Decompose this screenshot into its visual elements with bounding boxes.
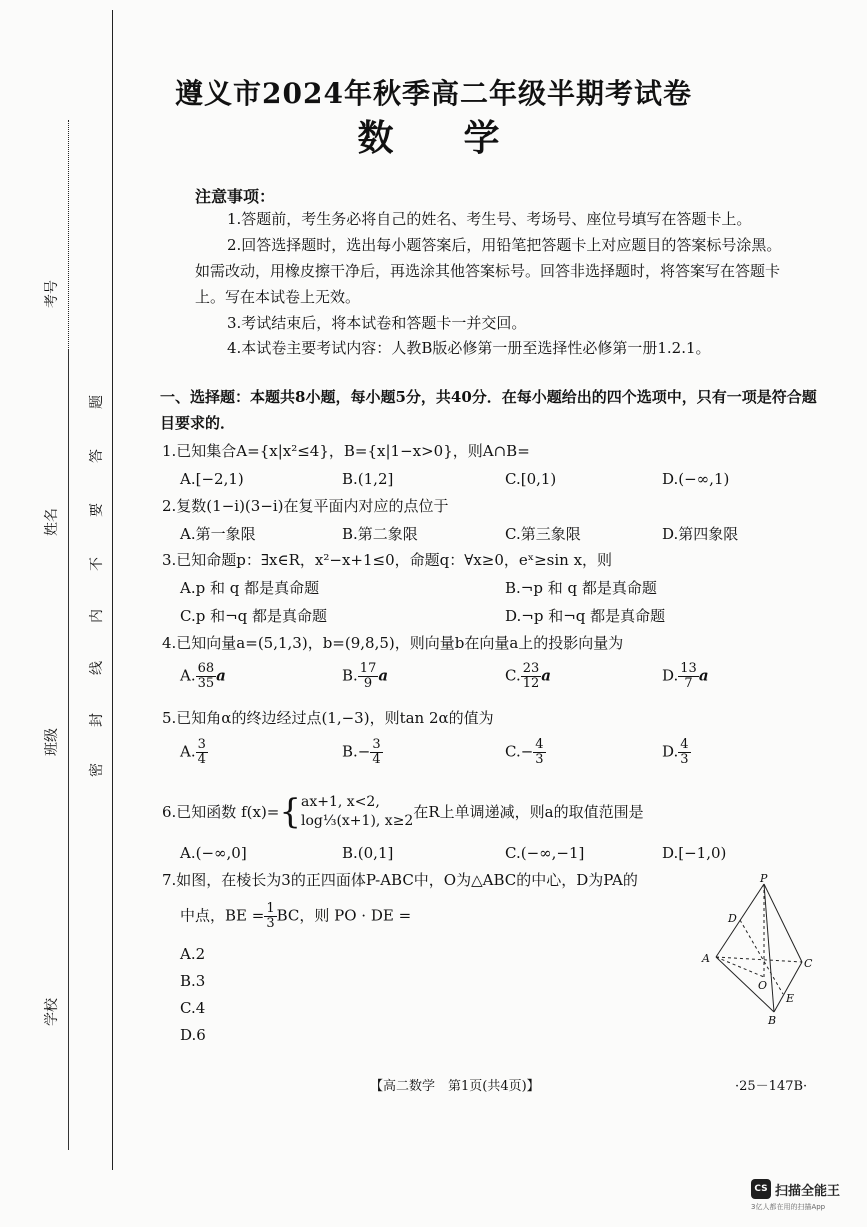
question-2: 2.复数(1−i)(3−i)在复平面内对应的点位于 <box>162 497 449 515</box>
q6-stem-pre: 6.已知函数 f(x)= <box>162 803 280 821</box>
q7-option-d: D.6 <box>180 1026 206 1044</box>
fraction <box>370 738 382 767</box>
seal-char: 答 <box>89 449 105 463</box>
q1-option-b: B.(1,2] <box>342 470 394 488</box>
q7-option-c: C.4 <box>180 999 206 1017</box>
numerator: 3 <box>197 737 206 752</box>
question-7-line2 <box>180 902 411 931</box>
denominator: 3 <box>535 752 544 767</box>
option-letter: A. <box>180 666 196 685</box>
vector-symbol: a <box>378 666 389 685</box>
notice-item: 4.本试卷主要考试内容：人教B版必修第一册至选择性必修第一册1.2.1。 <box>227 339 711 357</box>
vector-symbol: a <box>216 666 226 685</box>
numerator: 23 <box>522 661 540 676</box>
seal-char: 封 <box>89 713 105 727</box>
notice-heading: 注意事项： <box>195 187 276 206</box>
numerator: 68 <box>197 661 215 676</box>
denominator: 7 <box>684 676 693 691</box>
seal-char: 不 <box>89 557 105 571</box>
segment-AO <box>716 957 764 977</box>
q5-option-b <box>342 738 383 767</box>
school-label: 学校 <box>44 998 60 1026</box>
exam-title: 遵义市2024年秋季高二年级半期考试卷 <box>175 77 692 110</box>
notice-item: 1.答题前，考生务必将自己的姓名、考生号、考场号、座位号填写在答题卡上。 <box>227 210 752 228</box>
seal-char: 题 <box>89 395 105 409</box>
fraction <box>264 902 276 931</box>
numerator: 4 <box>680 737 689 752</box>
fraction <box>521 662 542 691</box>
notice-item: 3.考试结束后，将本试卷和答题卡一并交回。 <box>227 314 527 332</box>
seal-char: 密 <box>89 763 105 777</box>
fraction <box>196 662 217 691</box>
fraction <box>678 738 690 767</box>
label-C: C <box>804 957 813 970</box>
q6-option-a: A.(−∞,0] <box>180 844 247 862</box>
question-6 <box>162 793 644 833</box>
section-title: 一、选择题：本题共8小题，每小题5分，共40分．在每小题给出的四个选项中，只有一项是符合题目要求的． <box>160 388 817 432</box>
vector-symbol: a <box>698 666 709 685</box>
scanner-name: 扫描全能王 <box>775 1184 841 1199</box>
numerator: 1 <box>266 901 275 916</box>
binding-line-mid <box>68 350 69 1150</box>
numerator: 4 <box>535 737 544 752</box>
q6-option-d: D.[−1,0) <box>662 844 727 862</box>
numerator: 13 <box>680 661 697 676</box>
label-P: P <box>760 872 768 885</box>
fraction <box>196 738 208 767</box>
seal-char: 线 <box>89 661 105 675</box>
q4-option-b <box>342 662 388 691</box>
q7-option-a: A.2 <box>180 945 206 963</box>
question-3: 3.已知命题p：∃x∈R，x²−x+1≤0，命题q：∀x≥0，eˣ≥sin x，则 <box>162 551 613 569</box>
piecewise-brace: { <box>279 792 302 832</box>
q3-option-d: D.¬p 和¬q 都是真命题 <box>505 607 666 625</box>
scanner-watermark <box>751 1179 847 1211</box>
fraction <box>678 662 699 691</box>
option-letter: C.− <box>505 742 534 761</box>
option-letter: A. <box>180 742 196 761</box>
option-letter: D. <box>662 742 679 761</box>
label-O: O <box>758 979 768 992</box>
seal-char: 要 <box>89 503 105 517</box>
vector-symbol: a <box>541 666 551 685</box>
exam-number-label: 考号 <box>44 280 60 308</box>
q4-option-c <box>505 662 551 691</box>
q2-option-d: D.第四象限 <box>662 525 739 543</box>
question-1: 1.已知集合A={x|x²≤4}，B={x|1−x>0}，则A∩B= <box>162 442 530 460</box>
name-label: 姓名 <box>44 508 60 536</box>
q2-option-c: C.第三象限 <box>505 525 581 543</box>
option-letter: B.− <box>342 742 371 761</box>
binding-line-outer <box>112 10 113 1170</box>
option-letter: C. <box>505 666 521 685</box>
numerator: 3 <box>372 737 381 752</box>
q2-option-b: B.第二象限 <box>342 525 418 543</box>
label-E: E <box>786 992 795 1005</box>
label-A: A <box>702 952 710 965</box>
denominator: 4 <box>372 752 381 767</box>
option-letter: D. <box>662 666 679 685</box>
label-B: B <box>768 1014 777 1027</box>
denominator: 9 <box>363 676 373 691</box>
q7-stem2-pre: 中点，BE = <box>180 906 265 925</box>
denominator: 3 <box>680 752 689 767</box>
q3-option-c: C.p 和¬q 都是真命题 <box>180 607 328 625</box>
q1-option-a: A.[−2,1) <box>180 470 244 488</box>
tetrahedron-figure <box>698 872 818 1027</box>
q6-stem-post: 在R上单调递减，则a的取值范围是 <box>413 803 644 821</box>
q1-option-d: D.(−∞,1) <box>662 470 730 488</box>
seal-char: 内 <box>89 609 105 623</box>
scanner-slogan: 3亿人都在用的扫描App <box>751 1203 826 1211</box>
q6-option-c: C.(−∞,−1] <box>505 844 585 862</box>
q5-option-c <box>505 738 546 767</box>
q7-option-b: B.3 <box>180 972 206 990</box>
piecewise-cases <box>301 793 413 831</box>
q4-option-a <box>180 662 226 691</box>
subject-title: 数学 <box>357 117 570 159</box>
label-D: D <box>728 912 737 925</box>
q5-option-d <box>662 738 691 767</box>
edge-PB <box>764 884 774 1012</box>
q1-option-c: C.[0,1) <box>505 470 557 488</box>
q3-option-b: B.¬p 和 q 都是真命题 <box>505 579 657 597</box>
q2-option-a: A.第一象限 <box>180 525 256 543</box>
q6-option-b: B.(0,1] <box>342 844 394 862</box>
q3-option-a: A.p 和 q 都是真命题 <box>180 579 320 597</box>
case-1: ax+1, x<2, <box>301 794 380 810</box>
class-label: 班级 <box>44 728 60 756</box>
exam-code: ·25－147B· <box>735 1079 808 1094</box>
numerator: 17 <box>359 661 377 676</box>
denominator: 3 <box>266 916 275 931</box>
question-4: 4.已知向量a=(5,1,3)，b=(9,8,5)，则向量b在向量a上的投影向量为 <box>162 634 624 652</box>
question-5: 5.已知角α的终边经过点(1,−3)，则tan 2α的值为 <box>162 709 494 727</box>
denominator: 12 <box>522 676 540 691</box>
fraction <box>533 738 545 767</box>
edge-AC <box>716 957 802 962</box>
fraction <box>358 662 379 691</box>
q5-option-a <box>180 738 208 767</box>
edge-PC <box>764 884 802 962</box>
case-2: log⅓(x+1), x≥2 <box>301 813 414 829</box>
notice-item: 2.回答选择题时，选出每小题答案后，用铅笔把答题卡上对应题目的答案标号涂黑。如需改动，用橡皮擦干净后，再选涂其他答案标号。回答非选择题时，将答案写在答题卡上。写在本试卷上无效。 <box>195 236 782 306</box>
page-footer: 【高二数学 第1页(共4页)】 <box>370 1079 540 1094</box>
camscanner-icon: CS <box>751 1179 771 1199</box>
denominator: 35 <box>197 676 215 691</box>
option-letter: B. <box>342 666 358 685</box>
q7-stem2-post: BC，则 PO · DE = <box>276 906 412 925</box>
q4-option-d <box>662 662 709 691</box>
question-7: 7.如图，在棱长为3的正四面体P-ABC中，O为△ABC的中心，D为PA的 <box>162 871 638 889</box>
denominator: 4 <box>197 752 206 767</box>
